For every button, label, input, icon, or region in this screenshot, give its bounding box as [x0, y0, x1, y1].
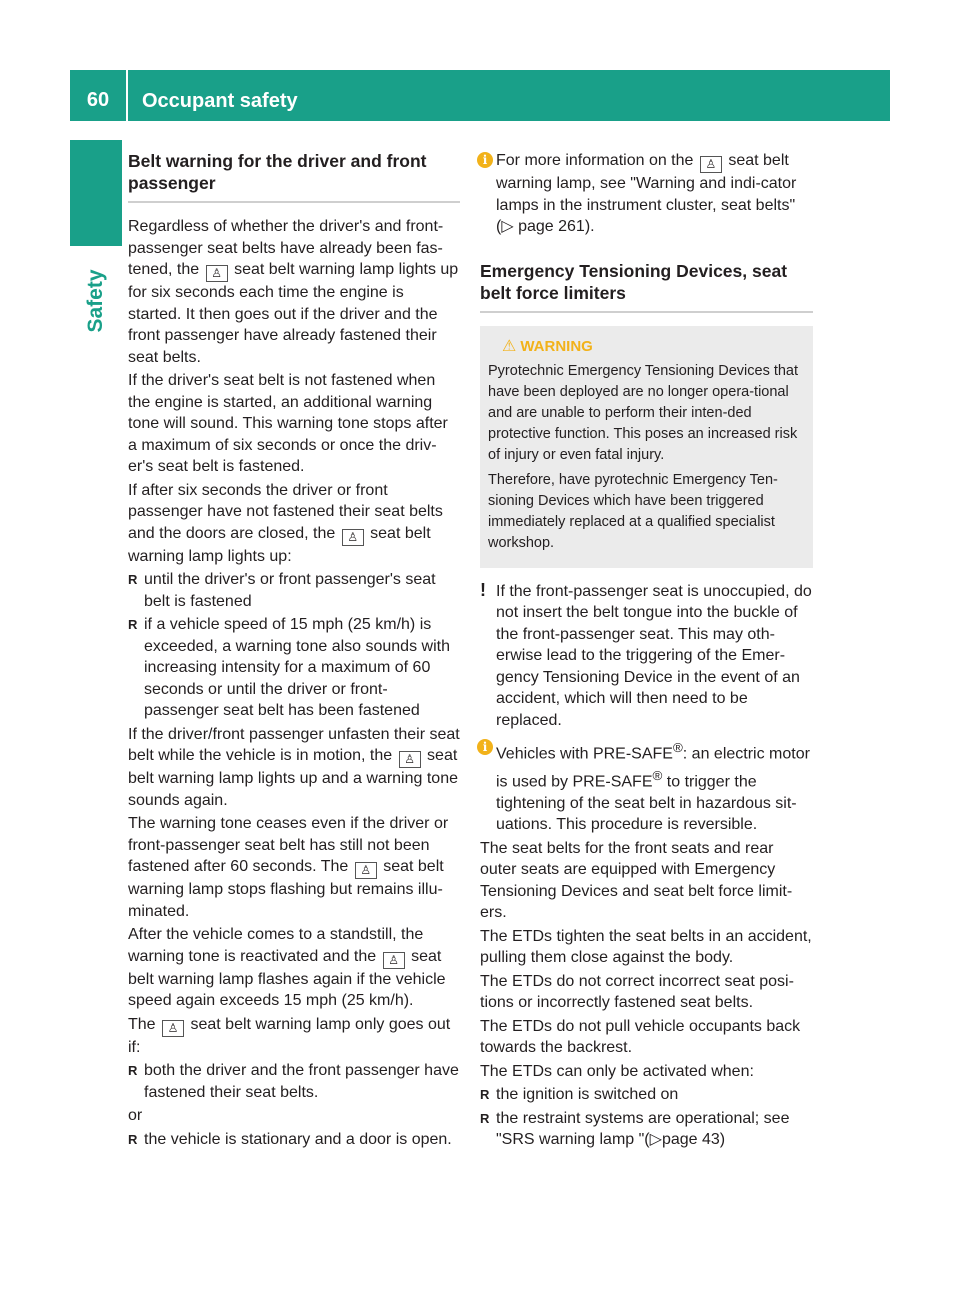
- paragraph: If the driver/front passenger unfasten their seat belt while the vehicle is in motion, the ♙ seat belt warning lamp lights up and a warning tone sounds again.: [128, 725, 460, 809]
- caution-icon: !: [480, 579, 486, 600]
- bullet-icon: R: [480, 1110, 490, 1126]
- bullet-icon: R: [128, 1131, 138, 1147]
- bullet-icon: R: [128, 1063, 138, 1078]
- paragraph: The ETDs can only be activated when:: [480, 1062, 754, 1080]
- side-tab-label: Safety: [84, 269, 107, 333]
- warning-text: Pyrotechnic Emergency Tensioning Devices that have been deployed are no longer opera-tional and are unable to perform their inten-ded protective function. This poses an increased risk of injury or even fatal injury.: [488, 362, 799, 463]
- seatbelt-warning-icon: ♙: [342, 529, 364, 546]
- warning-icon: ⚠: [502, 337, 517, 355]
- caution-note: ! If the front-passenger seat is unoccupied, do not insert the belt tongue into the buckle of the front-passenger seat. This may oth-erwise lead to the triggering of the Emer-gency Tensioning Device in the event of an accident, which will then need to be replaced.: [480, 581, 813, 732]
- seatbelt-warning-icon: ♙: [399, 751, 421, 768]
- paragraph: The ETDs tighten the seat belts in an accident, pulling them close against the body.: [480, 927, 812, 967]
- paragraph: or: [128, 1107, 143, 1124]
- paragraph: If the driver's seat belt is not fastened when the engine is started, an additional warning tone will sound. This warning tone stops after a maximum of six seconds or once the driv-er's seat belt is fastened.: [128, 372, 448, 475]
- page-number: 60: [86, 89, 110, 111]
- list-item: R until the driver's or front passenger's seat belt is fastened: [128, 571, 436, 610]
- paragraph: The ETDs do not pull vehicle occupants back towards the backrest.: [480, 1017, 801, 1057]
- page-ref-icon: ▷: [649, 1131, 662, 1149]
- right-column: [480, 150, 813, 1153]
- warning-box: [480, 326, 813, 568]
- bullet-icon: R: [128, 617, 138, 632]
- page-header: [70, 70, 890, 121]
- paragraph: After the vehicle comes to a standstill, the warning tone is reactivated and the ♙ seat belt warning lamp flashes again if the vehicle speed again exceeds 15 mph (25 km/h).: [128, 926, 446, 1009]
- etd-heading: Emergency Tensioning Devices, seat belt force limiters: [480, 260, 788, 303]
- belt-warning-heading: Belt warning for the driver and front passenger: [128, 151, 427, 193]
- seatbelt-warning-icon: ♙: [162, 1020, 184, 1037]
- warning-title: ⚠ WARNING: [502, 337, 593, 355]
- paragraph: The warning tone ceases even if the driver or front-passenger seat belt has still not been fastened after 60 seconds. The ♙ seat belt warning lamp stops flashing but remains illu-minated.: [128, 815, 449, 920]
- list-item: R the restraint systems are operational; see "SRS warning lamp "(▷page 43): [480, 1109, 790, 1149]
- list-item: R both the driver and the front passenger have fastened their seat belts.: [128, 1062, 459, 1101]
- bullet-icon: R: [128, 572, 138, 587]
- paragraph: The ETDs do not correct incorrect seat posi-tions or incorrectly fastened seat belts.: [480, 972, 794, 1012]
- paragraph: If after six seconds the driver or front passenger have not fastened their seat belts and the doors are closed, the ♙ seat belt warning lamp lights up:: [128, 481, 443, 565]
- paragraph: The seat belts for the front seats and rear outer seats are equipped with Emergency Tensioning Devices and seat belt force limit-ers.: [480, 839, 793, 922]
- info-note: i For more information on the ♙ seat belt warning lamp, see "Warning and indi-cator lamps in the instrument cluster, seat belts" (▷ page 261).: [480, 150, 813, 238]
- page-ref-icon: ▷: [501, 218, 514, 235]
- paragraph: The ♙ seat belt warning lamp only goes out if:: [128, 1015, 451, 1056]
- side-tab-block: [70, 140, 122, 246]
- seatbelt-warning-icon: ♙: [700, 156, 722, 173]
- side-tab: [72, 256, 120, 346]
- warning-text: Therefore, have pyrotechnic Emergency Ten-sioning Devices which have been triggered immediately replaced at a qualified specialist workshop.: [488, 471, 778, 551]
- section-title: Occupant safety: [142, 90, 298, 112]
- info-icon: i: [477, 739, 493, 755]
- list-item: R the ignition is switched on: [480, 1084, 813, 1106]
- heading-rule: [480, 311, 813, 313]
- list-item: R if a vehicle speed of 15 mph (25 km/h) is exceeded, a warning tone also sounds with increasing intensity for a maximum of 60 seconds or until the driver or front-passenger seat belt has been fastened: [128, 616, 450, 719]
- list-item: R the vehicle is stationary and a door is open.: [128, 1129, 460, 1151]
- heading-rule: [128, 201, 460, 203]
- header-divider: [126, 70, 128, 121]
- seatbelt-warning-icon: ♙: [383, 952, 405, 969]
- seatbelt-warning-icon: ♙: [206, 265, 228, 282]
- left-column: [128, 150, 460, 1152]
- info-icon: i: [477, 152, 493, 168]
- paragraph: Regardless of whether the driver's and front-passenger seat belts have already been fas-tened, the ♙ seat belt warning lamp lights up for six seconds each time the engine is started. It then goes out if the driver and the front passenger have already fastened their seat belts.: [128, 218, 459, 366]
- info-note: i Vehicles with PRE-SAFE®: an electric motor is used by PRE-SAFE® to trigger the tightening of the seat belt in hazardous sit-uations. This procedure is reversible.: [480, 737, 813, 836]
- seatbelt-warning-icon: ♙: [355, 862, 377, 879]
- bullet-icon: R: [480, 1087, 490, 1103]
